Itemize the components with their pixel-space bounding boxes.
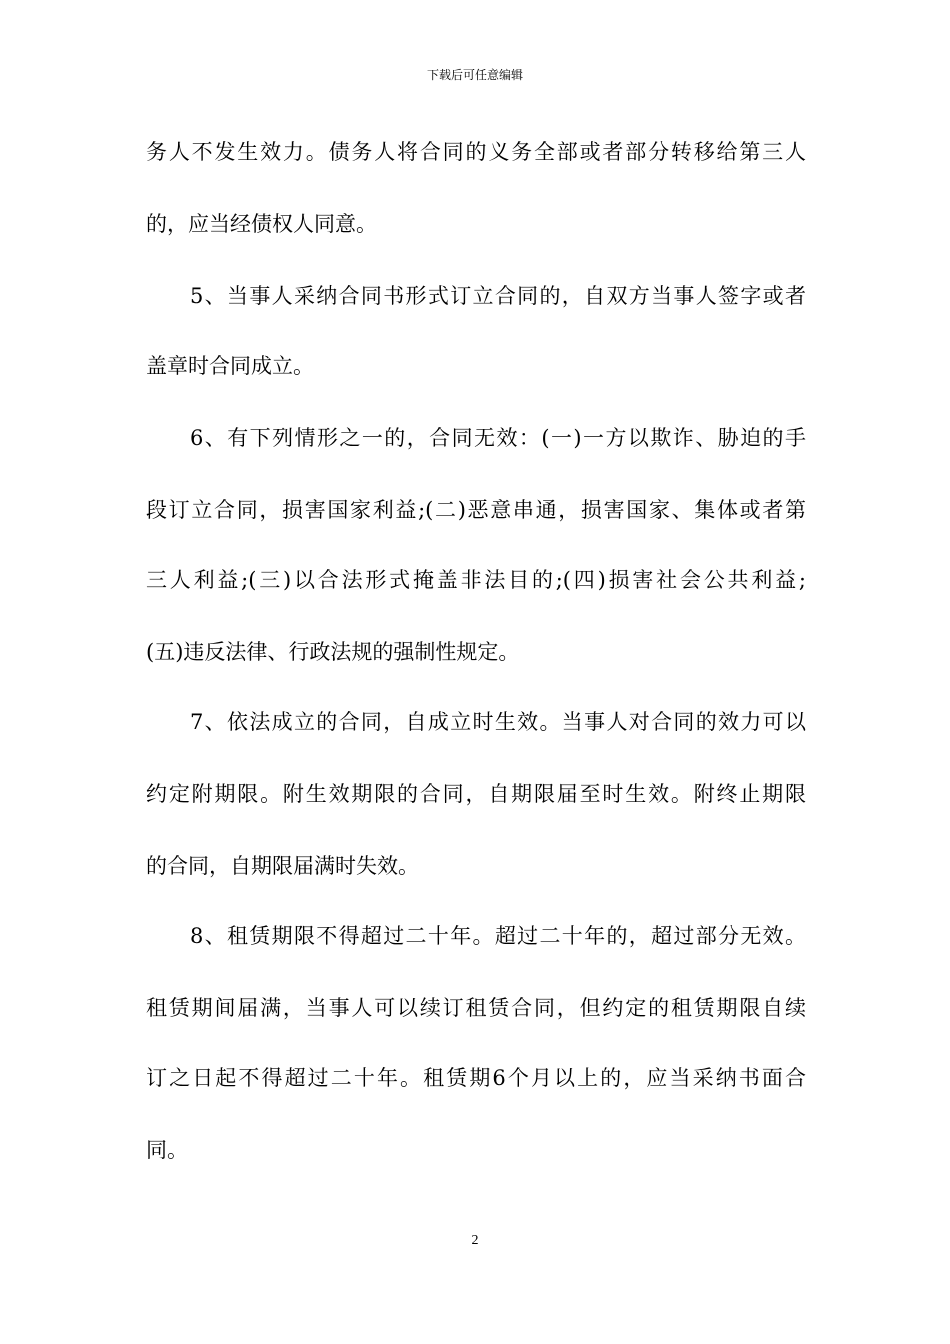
text-line: 段订立合同，损害国家利益;(二)恶意串通，损害国家、集体或者第 [146,498,806,522]
text-line: 订之日起不得超过二十年。租赁期6个月以上的，应当采纳书面合 [146,1066,806,1090]
text-line: 8、租赁期限不得超过二十年。超过二十年的，超过部分无效。 [190,924,806,948]
text-line: 盖章时合同成立。 [146,354,314,378]
text-line: 的合同，自期限届满时失效。 [146,854,419,878]
page-number: 2 [471,1233,479,1248]
text-line: 约定附期限。附生效期限的合同，自期限届至时生效。附终止期限 [146,782,806,806]
text-line: 5、当事人采纳合同书形式订立合同的，自双方当事人签字或者 [190,284,806,308]
text-line: 三人利益;(三)以合法形式掩盖非法目的;(四)损害社会公共利益; [146,568,806,592]
page-header: 下载后可任意编辑 [426,68,523,82]
text-line: 6、有下列情形之一的，合同无效：(一)一方以欺诈、胁迫的手 [190,426,806,450]
text-line: 7、依法成立的合同，自成立时生效。当事人对合同的效力可以 [190,710,806,734]
text-line: (五)违反法律、行政法规的强制性规定。 [146,640,520,664]
text-line: 租赁期间届满，当事人可以续订租赁合同，但约定的租赁期限自续 [146,996,806,1020]
text-line: 同。 [146,1138,188,1162]
text-line: 务人不发生效力。债务人将合同的义务全部或者部分转移给第三人 [146,140,806,164]
text-line: 的，应当经债权人同意。 [146,212,377,236]
